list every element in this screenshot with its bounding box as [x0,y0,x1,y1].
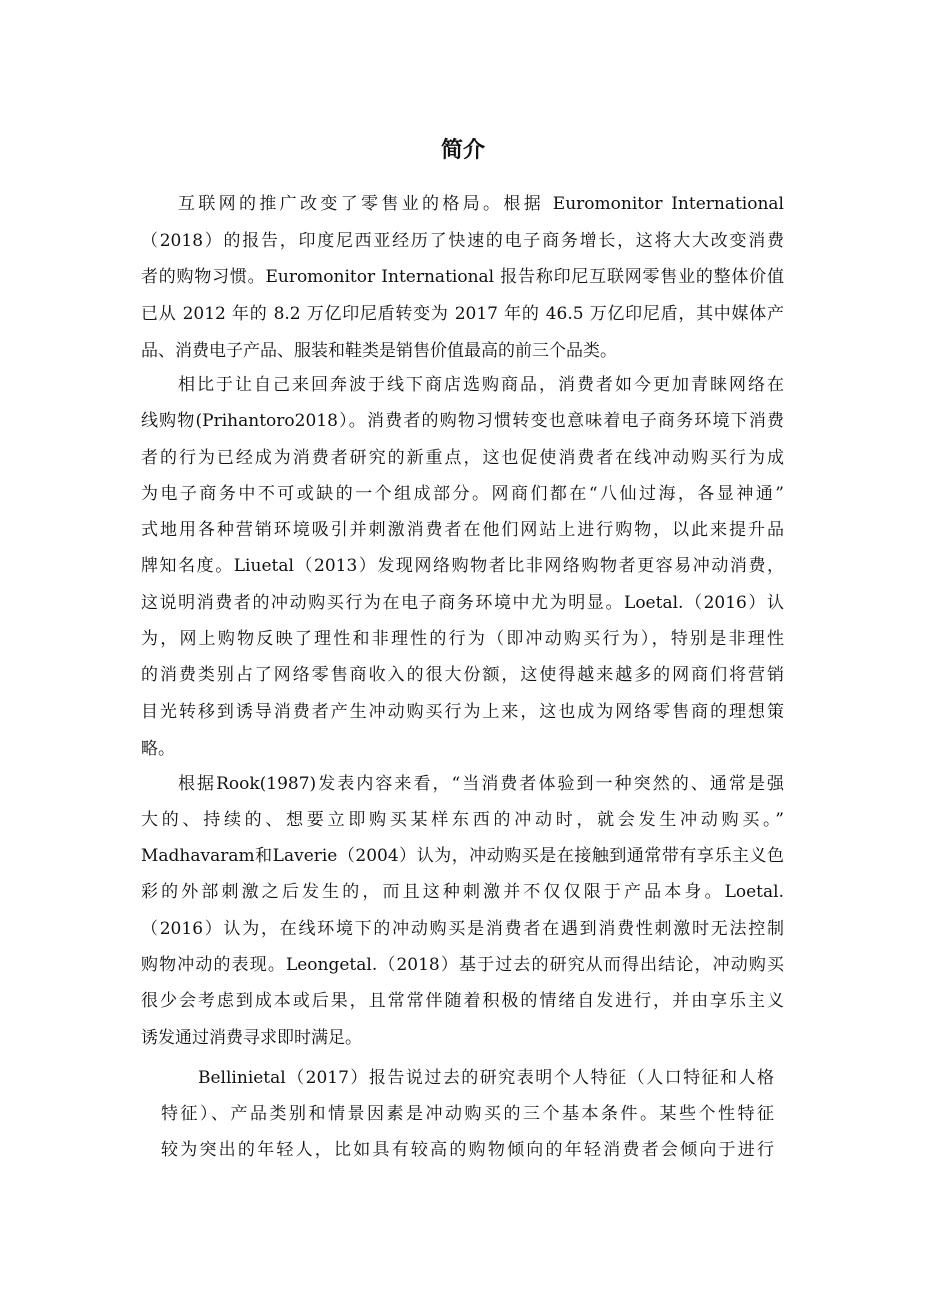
paragraph-line: 特征）、产品类别和情景因素是冲动购买的三个基本条件。某些个性特征 [161,1104,774,1124]
paragraph-line: 根据Rook(1987)发表内容来看，“当消费者体验到一种突然的、通常是强 [178,774,784,794]
paragraph-line: 这说明消费者的冲动购买行为在电子商务环境中尤为明显。Loetal.（2016）认 [141,593,784,613]
paragraph-line: 目光转移到诱导消费者产生冲动购买行为上来，这也成为网络零售商的理想策 [141,702,784,722]
paragraph-line: 线购物(Prihantoro2018）。消费者的购物习惯转变也意味着电子商务环境下消费 [141,411,784,431]
paragraph-line: 略。 [141,739,175,759]
paragraph-line: Madhavaram和Laverie（2004）认为，冲动购买是在接触到通常带有享乐主义色 [141,846,784,866]
paragraph-line: 者的行为已经成为消费者研究的新重点，这也促使消费者在线冲动购买行为成 [141,448,784,468]
paragraph-line: 品、消费电子产品、服装和鞋类是销售价值最高的前三个品类。 [141,341,617,361]
paragraph-line: （2016）认为，在线环境下的冲动购买是消费者在遇到消费性刺激时无法控制 [141,919,784,939]
paragraph-line: 牌知名度。Liuetal（2013）发现网络购物者比非网络购物者更容易冲动消费， [141,556,784,576]
paragraph-line: 为电子商务中不可或缺的一个组成部分。网商们都在“八仙过海，各显神通” [141,484,784,504]
paragraph-line: 彩的外部刺激之后发生的，而且这种刺激并不仅仅限于产品本身。Loetal. [141,882,784,902]
paragraph-line: 者的购物习惯。Euromonitor International 报告称印尼互联网零售业的整体价值 [141,267,784,287]
paragraph-line: 较为突出的年轻人，比如具有较高的购物倾向的年轻消费者会倾向于进行 [161,1140,774,1160]
paragraph-line: 为，网上购物反映了理性和非理性的行为（即冲动购买行为），特别是非理性 [141,629,784,649]
paragraph-line: （2018）的报告，印度尼西亚经历了快速的电子商务增长，这将大大改变消费 [141,231,784,251]
paragraph-line: 互联网的推广改变了零售业的格局。根据 Euromonitor International [178,194,784,214]
paragraph-line: 很少会考虑到成本或后果，且常常伴随着积极的情绪自发进行，并由享乐主义 [141,991,784,1011]
paragraph-line: 相比于让自己来回奔波于线下商店选购商品，消费者如今更加青睐网络在 [178,375,784,395]
paragraph-line: 已从 2012 年的 8.2 万亿印尼盾转变为 2017 年的 46.5 万亿印尼盾，其中媒体产 [141,304,784,324]
paragraph-line: Bellinietal（2017）报告说过去的研究表明个人特征（人口特征和人格 [198,1068,774,1088]
paragraph-line: 式地用各种营销环境吸引并刺激消费者在他们网站上进行购物，以此来提升品 [141,520,784,540]
paragraph-line: 购物冲动的表现。Leongetal.（2018）基于过去的研究从而得出结论，冲动购买 [141,955,784,975]
paragraph-line: 诱发通过消费寻求即时满足。 [141,1028,362,1048]
paragraph-line: 的消费类别占了网络零售商收入的很大份额，这使得越来越多的网商们将营销 [141,665,784,685]
page-title: 简介 [440,138,485,163]
paragraph-line: 大的、持续的、想要立即购买某样东西的冲动时，就会发生冲动购买。” [141,810,784,830]
